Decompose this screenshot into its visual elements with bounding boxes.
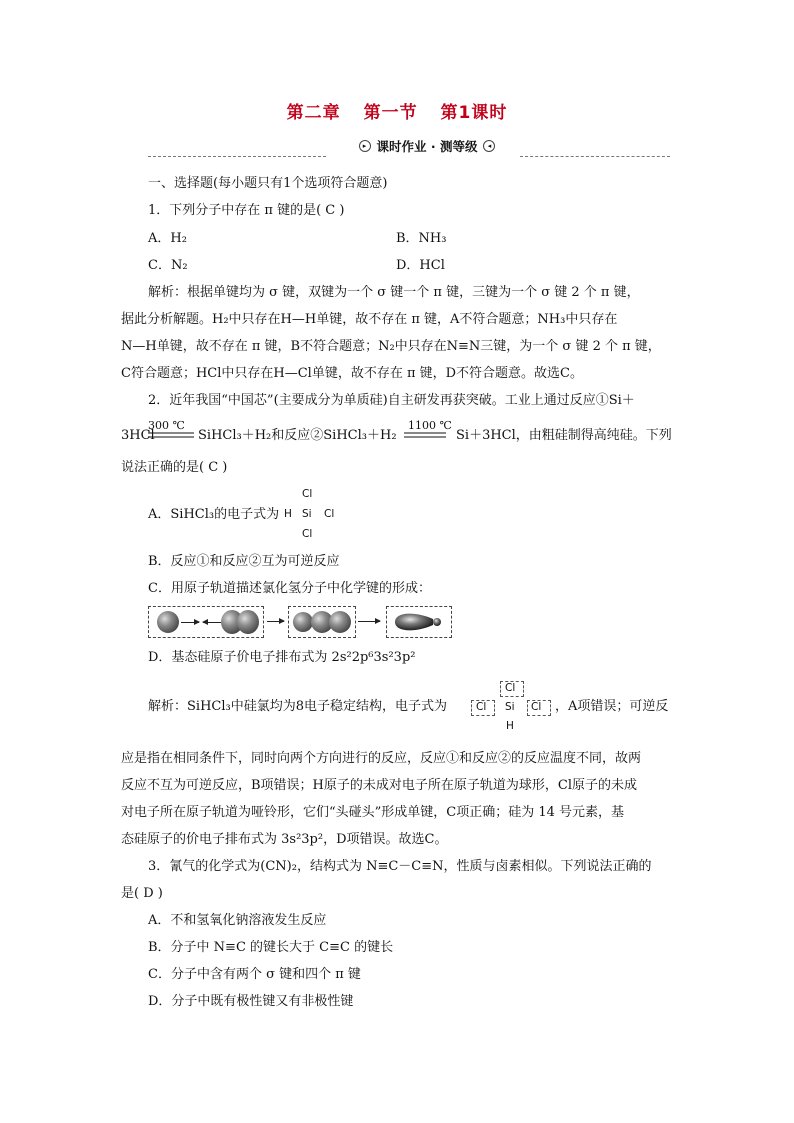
q3-option-c: C．分子中含有两个 σ 键和四个 π 键 (148, 967, 361, 982)
arrow-right-icon (358, 621, 380, 622)
q2-stem-end: Si＋3HCl，由粗硅制得高纯硅。下列 (456, 428, 672, 443)
lewis-atom: Si (302, 508, 312, 520)
q2-stem: 2．近年我国“中国芯”(主要成分为单质硅)自主研发再获突破。工业上通过反应①Si＋ (148, 393, 635, 408)
q2-analysis-line: 应是指在相同条件下，同时向两个方向进行的反应，反应①和反应②的反应温度不同，故两 (121, 751, 642, 766)
lewis-atom: Cl (476, 701, 487, 713)
page-title (0, 98, 794, 123)
figure-box-approach (288, 606, 356, 638)
arrow-left-icon (203, 622, 221, 623)
equals-arrow-icon (148, 431, 194, 439)
h-s-orbital (293, 612, 313, 632)
q2-analysis-line: 态硅原子的价电子排布式为 3s²3p²，D项错误。故选C。 (121, 832, 448, 847)
lewis-atom: Cl (505, 682, 516, 694)
banner-label: 课时作业 · 测等级 (376, 139, 478, 154)
q3-option-a: A．不和氢氧化钠溶液发生反应 (148, 913, 327, 928)
q2-stem-reactants-1: 3HCl (121, 428, 155, 443)
q2-stem-middle: SiHCl₃＋H₂和反应②SiHCl₃＋H₂ (198, 428, 397, 443)
arrow-left-icon: ◂ (483, 140, 495, 152)
title-lesson: 第1课时 (440, 103, 508, 123)
equals-arrow-icon (404, 431, 446, 439)
cl-p-orbital-lobe (237, 610, 259, 634)
cl-p-orbital-lobe (329, 611, 351, 633)
lewis-atom: Si (505, 701, 515, 713)
q1-option-a: A．H₂ (148, 231, 187, 246)
q1-option-b: B．NH₃ (396, 231, 447, 246)
q1-analysis-line: 据此分析解题。H₂中只存在H—H单键，故不存在 π 键，A不符合题意；NH₃中只存在 (121, 312, 618, 327)
lewis-atom: Cl (302, 488, 313, 500)
title-section: 第一节 (363, 103, 418, 123)
q2-analysis-line: 反应不互为可逆反应，B项错误；H原子的未成对电子所在原子轨道为球形，Cl原子的未成 (121, 778, 637, 793)
q2-condition-2: 1100 ℃ (408, 419, 452, 432)
q2-condition-1: 300 ℃ (148, 419, 185, 432)
q2-stem-ask: 说法正确的是( C ) (121, 460, 228, 475)
q1-stem: 1．下列分子中存在 π 键的是( C ) (148, 203, 345, 218)
lewis-atom: Cl (302, 528, 313, 540)
title-chapter: 第二章 (286, 103, 341, 123)
divider-left (148, 156, 326, 157)
arrow-right-icon (267, 621, 284, 622)
q2-analysis-line: 对电子所在原子轨道为哑铃形，它们“头碰头”形成单键，C项正确；硅为 14 号元素，基 (121, 805, 625, 820)
figure-box-bonded (386, 606, 452, 638)
q2-option-b: B．反应①和反应②互为可逆反应 (148, 554, 340, 569)
q3-option-b: B．分子中 N≡C 的键长大于 C≡C 的键长 (148, 940, 394, 955)
lewis-atom: H (506, 720, 514, 732)
q2-option-a: A．SiHCl₃的电子式为 (148, 507, 280, 522)
q2-option-d: D．基态硅原子价电子排布式为 2s²2p⁶3s²3p² (148, 650, 416, 665)
arrow-right-icon (181, 622, 199, 623)
q3-stem-ask: 是( D ) (121, 886, 163, 901)
figure-box-separate (148, 606, 264, 638)
lewis-atom: Cl (531, 701, 542, 713)
q2-analysis-continue: ，A项错误；可逆反 (555, 699, 669, 714)
q2-analysis-start: 解析：SiHCl₃中硅氯均为8电子稳定结构，电子式为 (148, 699, 447, 714)
q3-option-d: D．分子中既有极性键又有非极性键 (148, 994, 354, 1009)
section-heading: 一、选择题(每小题只有1个选项符合题意) (148, 176, 388, 191)
divider-right (520, 156, 670, 157)
q1-option-d: D．HCl (396, 258, 445, 273)
arrow-right-icon: ▸ (359, 140, 371, 152)
h-s-orbital (157, 611, 179, 633)
q1-analysis-line: N—H单键，故不存在 π 键，B不符合题意；N₂中只存在N≡N三键，为一个 σ 键 2 个 π 键， (121, 339, 661, 354)
q1-analysis-line: 解析：根据单键均为 σ 键，双键为一个 σ 键一个 π 键，三键为一个 σ 键 2 个 π 键， (148, 285, 640, 300)
q2-option-c: C．用原子轨道描述氯化氢分子中化学键的形成： (148, 581, 431, 596)
lewis-atom: Cl (324, 508, 335, 520)
q1-option-c: C．N₂ (148, 258, 188, 273)
section-banner (334, 136, 520, 156)
q1-analysis-line: C符合题意；HCl中只存在H—Cl单键，故不存在 π 键，D不符合题意。故选C。 (121, 366, 584, 381)
hcl-sigma-bond-orbital (387, 607, 451, 637)
lewis-atom: H (284, 508, 292, 520)
q3-stem: 3．氰气的化学式为(CN)₂，结构式为 N≡C－C≡N，性质与卤素相似。下列说法正确的 (148, 859, 652, 874)
